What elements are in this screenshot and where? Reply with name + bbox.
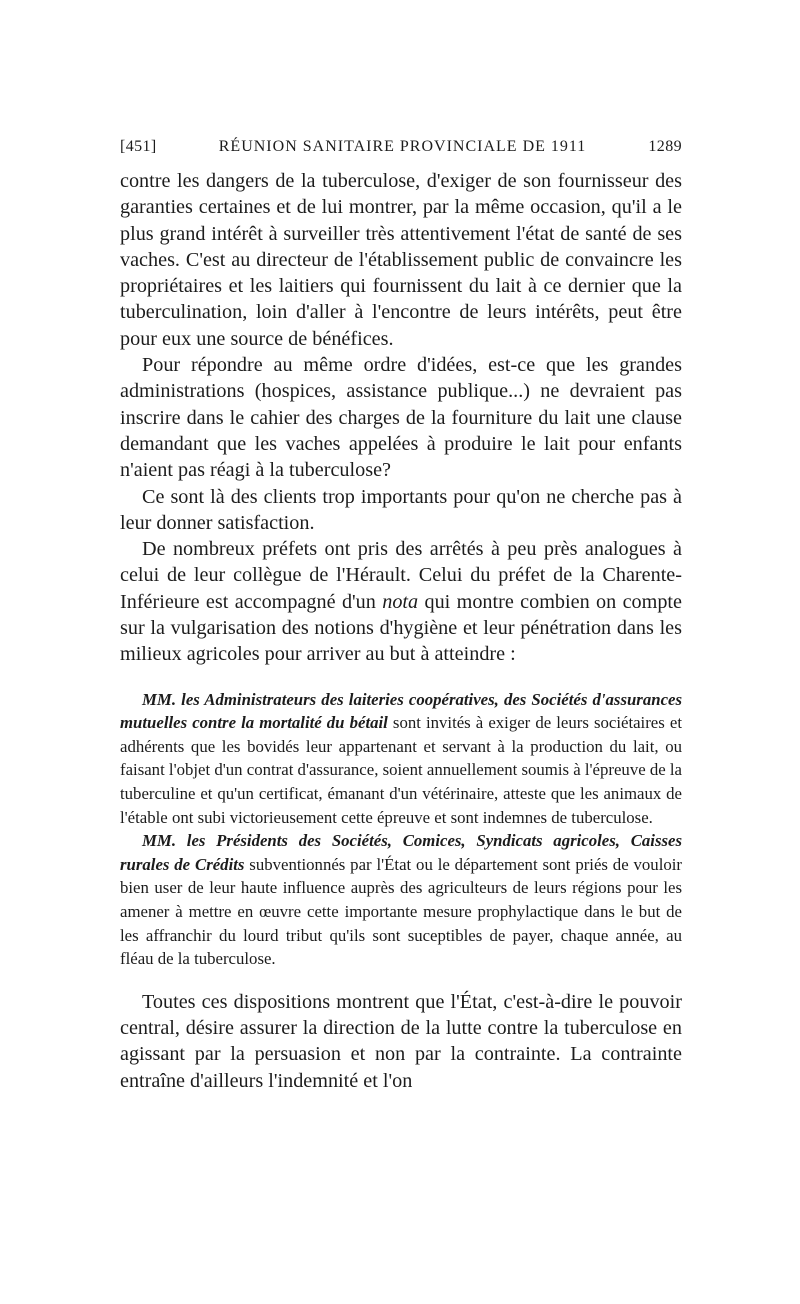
closing-text: [120, 989, 682, 1094]
paragraph-3: Ce sont là des clients trop importants pour qu'on ne cherche pas à leur donner satisfaction.: [120, 485, 682, 534]
section-number: [451]: [120, 138, 157, 155]
body-text: [120, 168, 682, 668]
document-page: [120, 138, 682, 1094]
paragraph-1: contre les dangers de la tuberculose, d'exiger de son fournisseur des garanties certaines et de lui montrer, par la même occasion, qu'il a le plus grand intérêt à surveiller très attentivement l'état de santé de ses vaches. C'est au directeur de l'établissement public de convaincre les propriétaires et les laitiers qui fournissent du lait à ce dernier que la tuberculination, loin d'aller à l'encontre de leurs intérêts, peut être pour eux une source de bénéfices.: [120, 170, 682, 350]
running-title: RÉUNION SANITAIRE PROVINCIALE DE 1911: [218, 138, 587, 155]
running-header: [120, 138, 682, 168]
nota-italic: nota: [382, 590, 419, 613]
quote-2-text: subventionnés par l'État ou le département sont priés de vouloir bien user de leur haute influence auprès des agriculteurs de leurs régions pour les amener à mettre en œuvre cette importante mesure prophylactique dans le but de les affranchir du lourd tribut qu'ils sont suceptibles de payer, chaque année, au fléau de la tuberculose.: [120, 854, 682, 969]
quote-paragraph-2: [120, 829, 682, 971]
paragraph-2: Pour répondre au même ordre d'idées, est-ce que les grandes administrations (hospices, assistance publique...) ne devraient pas inscrire dans le cahier des charges de la fourniture du lait une clause demandant que les vaches appelées à produire le lait pour enfants n'aient pas réagi à la tuberculose?: [120, 354, 682, 482]
quote-1-text: sont invités à exiger de leurs sociétaires et adhérents que les bovidés leur appartenant et servant à la production du lait, ou faisant l'objet d'un contrat d'assurance, soient annuellement soumis à l'épreuve de la tuberculine et qu'un certificat, émanant d'un vétérinaire, atteste que les animaux de l'étable ont subi victorieusement cette épreuve et sont indemnes de tuberculose.: [120, 713, 682, 827]
quote-paragraph-1: [120, 688, 682, 830]
quoted-notice: [120, 688, 682, 971]
closing-paragraph: Toutes ces dispositions montrent que l'État, c'est-à-dire le pouvoir central, désire assurer la direction de la lutte contre la tuberculose en agissant par la persuasion et non par la contrainte. La contrainte entraîne d'ailleurs l'indemnité et l'on: [120, 990, 682, 1092]
quote-1-addressees: MM. les Administrateurs des laiteries coopératives, des Sociétés d'assurances mutuelles contre la mortalité du bétail: [120, 689, 682, 733]
paragraph-4-start: De nombreux préfets ont pris des arrêtés à peu près analogues à celui de leur collègue de l'Hérault. Celui du préfet de la Charente-Inférieure est accompagné d'un: [120, 538, 682, 613]
paragraph-4: [120, 536, 682, 667]
quote-2-addressees: MM. les Présidents des Sociétés, Comices, Syndicats agricoles, Caisses rurales de Crédits: [120, 831, 682, 874]
paragraph-4-end: qui montre combien on compte sur la vulgarisation des notions d'hygiène et leur pénétration dans les milieux agricoles pour arriver au but à atteindre :: [120, 590, 682, 666]
page-number: 1289: [648, 138, 682, 155]
